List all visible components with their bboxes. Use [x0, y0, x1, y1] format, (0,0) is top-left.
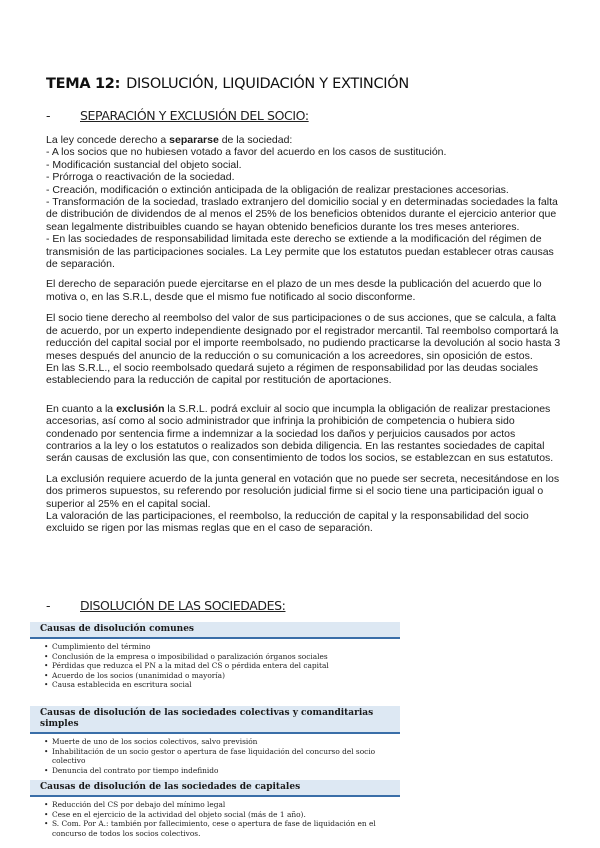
list-item: • Denuncia del contrato por tiempo indefinido	[44, 766, 400, 776]
text-run: la S.R.L. podrá excluir al socio que incumpla la obligación de realizar prestaciones accesorias, así como al socio administrador que infrinja la prohibición de competencia o hubiera sido condenado por sentencia firme a indemnizar a la sociedad los daños y perjuicios causados por actos contrarios a la ley o los estatutos o realizados son debida diligencia. En las restantes sociedades de capital serán causas de exclusión las que, con consentimiento de todos los socios, se establezcan en sus estatutos.	[46, 402, 554, 465]
title-text: DISOLUCIÓN, LIQUIDACIÓN Y EXTINCIÓN	[126, 76, 409, 92]
causes-list	[30, 737, 400, 775]
causes-box-heading: Causas de disolución de las sociedades de capitales	[30, 780, 400, 797]
causes-list	[30, 800, 400, 838]
list-item: • Inhabilitación de un socio gestor o apertura de fase liquidación del concurso del socio colectivo	[44, 747, 400, 766]
causes-list	[30, 642, 400, 690]
section-heading-text: DISOLUCIÓN DE LAS SOCIEDADES:	[80, 598, 286, 613]
list-line: - Modificación sustancial del objeto social.	[46, 158, 242, 171]
list-line: - En las sociedades de responsabilidad limitada este derecho se extiende a la modificación del régimen de transmisión de las participaciones sociales. La Ley permite que los estatutos puedan establecer otras causas de separación.	[46, 233, 554, 271]
page-title	[46, 76, 409, 92]
causes-box-heading: Causas de disolución de las sociedades colectivas y comanditarias simples	[30, 706, 400, 734]
list-item: • Causa establecida en escritura social	[44, 680, 400, 690]
section-dash: -	[46, 598, 51, 613]
list-item: • Cumplimiento del término	[44, 642, 400, 652]
list-line: - A los socios que no hubiesen votado a favor del acuerdo en los casos de sustitución.	[46, 146, 447, 159]
paragraph-exclusion	[46, 403, 562, 465]
list-line: - Transformación de la sociedad, traslado extranjero del domicilio social y en determinadas sociedades la falta de distribución de dividendos de al menos el 25% de los beneficios obtenidos durante el ejercicio anterior que sean legalmente distribuibles cuando se hayan obtenido beneficios durante los tres meses anteriores.	[46, 196, 558, 233]
list-line: - Creación, modificación o extinción anticipada de la obligación de realizar prestaciones accesorias.	[46, 183, 509, 196]
section-dash: -	[46, 108, 51, 123]
section-heading-separacion	[46, 108, 309, 123]
section-heading-text: SEPARACIÓN Y EXCLUSIÓN DEL SOCIO:	[80, 108, 309, 123]
body-text	[46, 134, 562, 535]
paragraph-separarse	[46, 134, 562, 146]
list-item: • Reducción del CS por debajo del mínimo legal	[44, 800, 400, 810]
paragraph-junta: La exclusión requiere acuerdo de la junta general en votación que no puede ser secreta, necesitándose en los dos primeros supuestos, su referendo por resolución judicial firme si el socio tiene una participación igual o superior al 25% en el capital social.	[46, 472, 560, 510]
causes-box-heading: Causas de disolución comunes	[30, 622, 400, 639]
section-heading-disolucion	[46, 598, 285, 613]
paragraph-srl: En las S.R.L., el socio reembolsado quedará sujeto a régimen de responsabilidad por las deudas sociales estableciendo para la reducción de capital por restitución de aportaciones.	[46, 361, 539, 387]
list-item: • S. Com. Por A.: también por fallecimiento, cese o apertura de fase de liquidación en el concurso de todos los socios colectivos.	[44, 819, 400, 838]
list-item: • Acuerdo de los socios (unanimidad o mayoría)	[44, 671, 400, 681]
text-run: En cuanto a la	[46, 402, 117, 415]
causes-box-comunes	[30, 622, 400, 690]
paragraph-valoracion: La valoración de las participaciones, el reembolso, la reducción de capital y la responsabilidad del socio excluido se rigen por las mismas reglas que en el caso de separación.	[46, 509, 529, 535]
bold-term-separarse: separarse	[169, 134, 219, 146]
list-item: • Cese en el ejercicio de la actividad del objeto social (más de 1 año).	[44, 810, 400, 820]
bold-term-exclusion: exclusión	[116, 402, 165, 415]
list-item: • Pérdidas que reduzca el PN a la mitad del CS o pérdida entera del capital	[44, 661, 400, 671]
paragraph-reembolso: El socio tiene derecho al reembolso del valor de sus participaciones o de sus acciones, que se calcula, a falta de acuerdo, por un experto independiente designado por el registrador mercantil. Tal reembolso comportará la reducción del capital social por el importe reembolsado, no pudiendo practicarse la devolución al socio hasta 3 meses después del anuncio de la reducción o su comunicación a los acreedores, sin oposición de estos.	[46, 312, 561, 362]
list-item: • Conclusión de la empresa o imposibilidad o paralización órganos sociales	[44, 652, 400, 662]
causes-box-colectivas	[30, 706, 400, 775]
causes-box-capitales	[30, 780, 400, 838]
text-run: La ley concede derecho a	[46, 134, 170, 146]
title-number: TEMA 12:	[46, 76, 121, 92]
text-run: de la sociedad:	[218, 134, 293, 146]
paragraph-plazo: El derecho de separación puede ejercitarse en el plazo de un mes desde la publicación del acuerdo que lo motiva o, en las S.R.L, desde que el mismo fue notificado al socio disconforme.	[46, 278, 542, 303]
list-line: - Prórroga o reactivación de la sociedad.	[46, 171, 235, 184]
list-item: • Muerte de uno de los socios colectivos, salvo previsión	[44, 737, 400, 747]
